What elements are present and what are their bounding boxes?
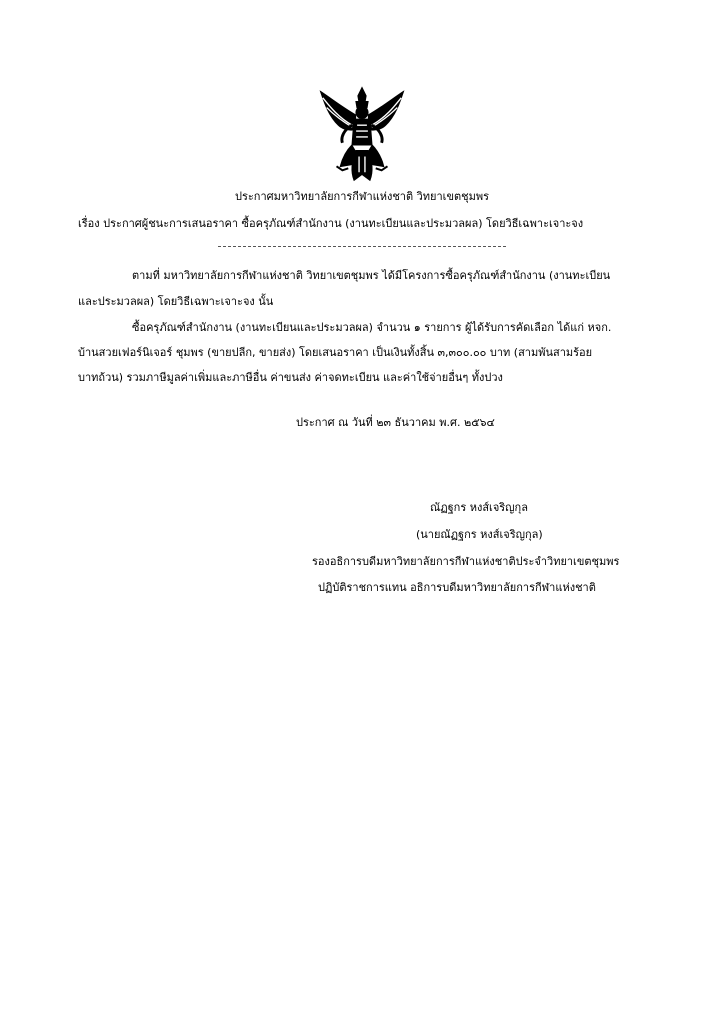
- signatory-position-line-2: ปฏิบัติราชการแทน อธิการบดีมหาวิทยาลัยการกีฬาแห่งชาติ: [318, 581, 596, 594]
- signatory-position-line-1: รองอธิการบดีมหาวิทยาลัยการกีฬาแห่งชาติประจำวิทยาเขตชุมพร: [312, 555, 620, 568]
- signatory-printed-name: (นายณัฏฐกร หงส์เจริญกุล): [416, 528, 543, 541]
- paragraph-2-line-3: บาทถ้วน) รวมภาษีมูลค่าเพิ่มและภาษีอื่น ค่าขนส่ง ค่าจดทะเบียน และค่าใช้จ่ายอื่นๆ ทั้งปวง: [78, 371, 503, 384]
- announcement-title: ประกาศมหาวิทยาลัยการกีฬาแห่งชาติ วิทยาเขตชุมพร: [235, 190, 489, 203]
- signature-name: ณัฏฐกร หงส์เจริญกุล: [430, 501, 528, 514]
- separator-line: [218, 246, 506, 247]
- announcement-subject: เรื่อง ประกาศผู้ชนะการเสนอราคา ซื้อครุภัณฑ์สำนักงาน (งานทะเบียนและประมวลผล) โดยวิธีเฉพาะเจาะจง: [78, 217, 584, 230]
- announcement-date: ประกาศ ณ วันที่ ๒๓ ธันวาคม พ.ศ. ๒๕๖๔: [296, 416, 495, 429]
- paragraph-2-line-1: ซื้อครุภัณฑ์สำนักงาน (งานทะเบียนและประมวลผล) จำนวน ๑ รายการ ผู้ได้รับการคัดเลือก ได้แก่ หจก.: [132, 321, 612, 334]
- garuda-emblem-icon: [313, 85, 411, 185]
- paragraph-1-line-2: และประมวลผล) โดยวิธีเฉพาะเจาะจง นั้น: [78, 295, 274, 308]
- paragraph-2-line-2: บ้านสวยเฟอร์นิเจอร์ ชุมพร (ขายปลีก, ขายส่ง) โดยเสนอราคา เป็นเงินทั้งสิ้น ๓,๓๐๐.๐๐ บาท (สามพันสามร้อย: [78, 346, 593, 359]
- paragraph-1-line-1: ตามที่ มหาวิทยาลัยการกีฬาแห่งชาติ วิทยาเขตชุมพร ได้มีโครงการซื้อครุภัณฑ์สำนักงาน (งานทะเบียน: [132, 269, 611, 282]
